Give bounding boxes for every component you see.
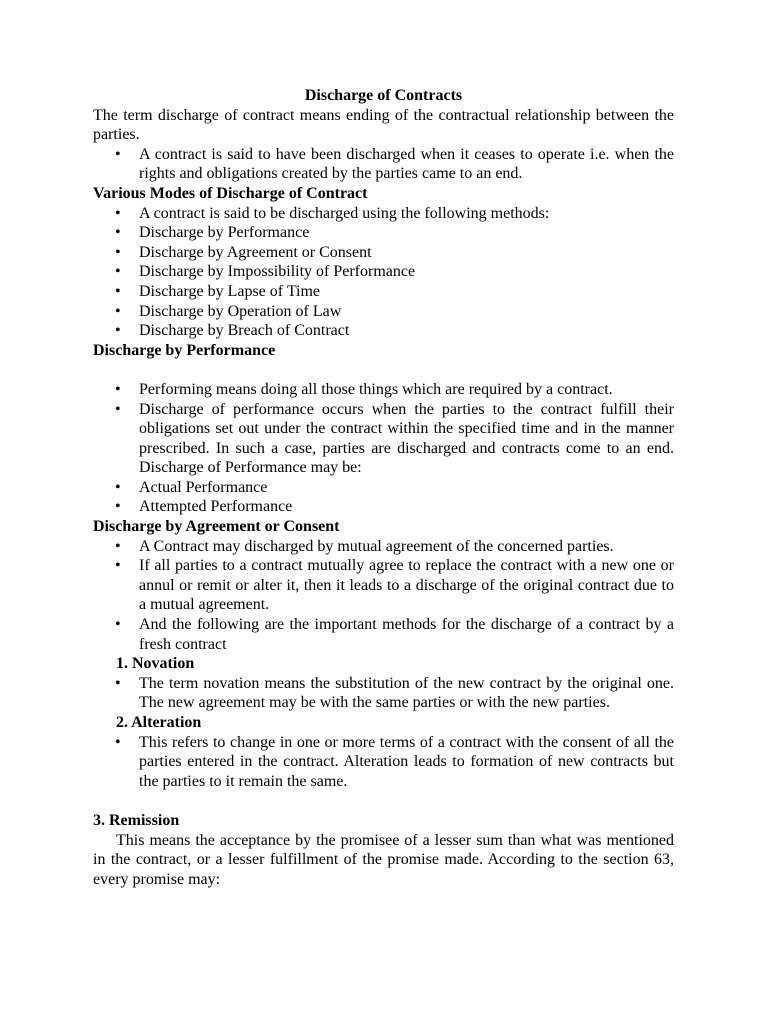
alteration-list — [93, 733, 674, 792]
novation-list — [93, 674, 674, 713]
list-item: • Discharge by Operation of Law — [139, 302, 674, 322]
intro-paragraph: The term discharge of contract means ending of the contractual relationship between the parties. — [93, 106, 674, 144]
list-item: • The term novation means the substitution of the new contract by the original one. The new agreement may be with the same parties or with the new parties. — [139, 674, 674, 713]
list-item: • Discharge by Lapse of Time — [139, 282, 674, 302]
intro-list — [93, 145, 674, 184]
spacer — [93, 791, 674, 811]
remission-heading: 3. Remission — [93, 811, 180, 829]
list-item: • Discharge of performance occurs when the parties to the contract fulfill their obligations set out under the contract within the specified time and in the manner prescribed. In such a case, parties are discharged and contracts come to an end. Discharge of Performance may be: — [139, 400, 674, 478]
list-item: • If all parties to a contract mutually agree to replace the contract with a new one or annul or remit or alter it, then it leads to a discharge of the original contract due to a mutual agreement. — [139, 556, 674, 615]
modes-list — [93, 204, 674, 341]
list-item: • A contract is said to have been discharged when it ceases to operate i.e. when the rights and obligations created by the parties came to an end. — [139, 145, 674, 184]
list-item: • Actual Performance — [139, 478, 674, 498]
spacer — [93, 360, 674, 380]
remission-paragraph: This means the acceptance by the promisee of a lesser sum than what was mentioned in the contract, or a lesser fulfillment of the promise made. According to the section 63, every promise may: — [93, 831, 674, 888]
alteration-heading: 2. Alteration — [116, 714, 202, 731]
list-item: • Discharge by Impossibility of Performance — [139, 262, 674, 282]
list-item: • Discharge by Agreement or Consent — [139, 243, 674, 263]
modes-heading: Various Modes of Discharge of Contract — [93, 184, 368, 202]
list-item: • This refers to change in one or more terms of a contract with the consent of all the parties entered in the contract. Alteration leads to formation of new contracts but the parties to it remain the same. — [139, 733, 674, 792]
performance-list — [93, 380, 674, 517]
document-page — [93, 86, 674, 889]
list-item: • Performing means doing all those things which are required by a contract. — [139, 380, 674, 400]
list-item: • And the following are the important methods for the discharge of a contract by a fresh contract — [139, 615, 674, 654]
document-title: Discharge of Contracts — [304, 87, 463, 104]
list-item: • Attempted Performance — [139, 497, 674, 517]
agreement-list — [93, 537, 674, 655]
list-item: • A contract is said to be discharged using the following methods: — [139, 204, 674, 224]
list-item: • A Contract may discharged by mutual agreement of the concerned parties. — [139, 537, 674, 557]
list-item: • Discharge by Performance — [139, 223, 674, 243]
performance-heading: Discharge by Performance — [93, 341, 276, 359]
novation-heading: 1. Novation — [116, 655, 195, 673]
list-item: • Discharge by Breach of Contract — [139, 321, 674, 341]
agreement-heading: Discharge by Agreement or Consent — [93, 518, 340, 536]
